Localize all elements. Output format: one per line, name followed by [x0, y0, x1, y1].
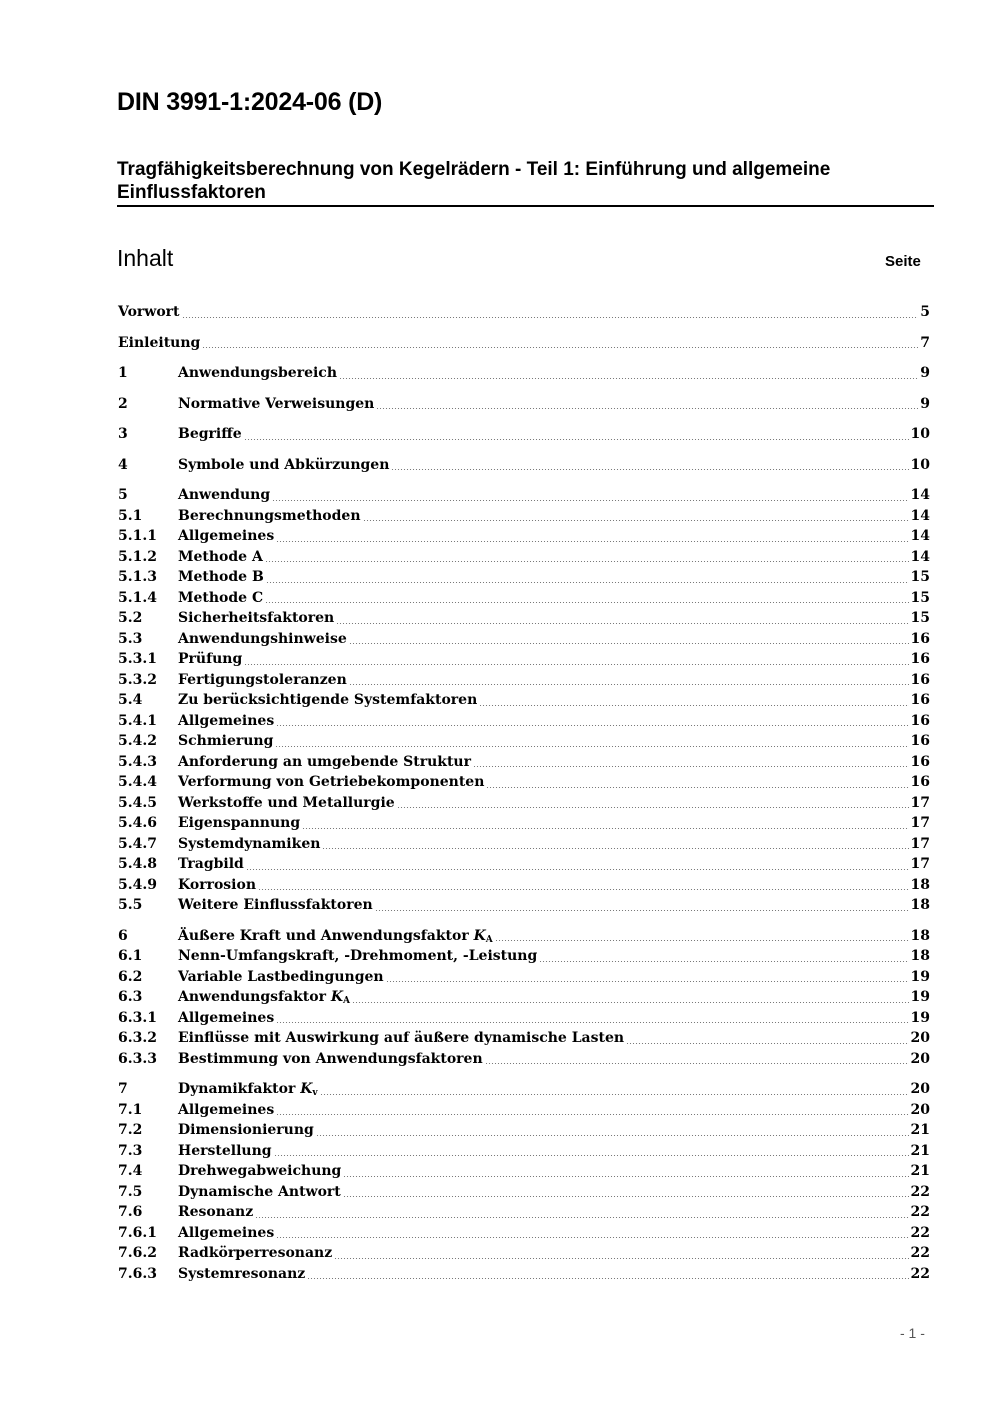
toc-entry[interactable] — [118, 946, 930, 967]
toc-entry-page: 16 — [910, 753, 930, 770]
toc-dot-leader — [276, 541, 908, 542]
toc-entry[interactable] — [118, 1223, 930, 1244]
toc-entry-page: 20 — [910, 1030, 930, 1046]
toc-entry-number: 2 — [118, 395, 128, 412]
toc-entry-page: 20 — [910, 1050, 930, 1067]
toc-entry-number: 6.3 — [118, 989, 143, 1005]
toc-entry[interactable] — [118, 526, 930, 547]
toc-entry-page: 19 — [910, 968, 930, 985]
toc-dot-leader — [316, 1135, 909, 1136]
toc-entry-page: 17 — [910, 856, 930, 872]
toc-dot-leader — [246, 869, 909, 870]
toc-dot-leader — [276, 1237, 908, 1238]
toc-dot-leader — [391, 469, 908, 470]
toc-entry-page: 18 — [910, 897, 930, 913]
toc-entry-number: 6.3.3 — [118, 1050, 157, 1067]
toc-entry-page: 18 — [910, 948, 930, 964]
toc-entry-page: 5 — [920, 304, 930, 320]
toc-entry-title: Einflüsse mit Auswirkung auf äußere dynamische Lasten — [178, 1030, 625, 1046]
toc-entry[interactable] — [118, 1182, 930, 1203]
toc-entry-number: 5.1.1 — [118, 528, 157, 544]
toc-entry[interactable] — [118, 1049, 930, 1070]
toc-entry-number: 5.5 — [118, 897, 143, 913]
toc-entry-number: 5.4 — [118, 692, 143, 708]
toc-entry[interactable] — [118, 752, 930, 773]
table-of-contents — [118, 302, 930, 1284]
toc-entry-page: 16 — [910, 692, 930, 708]
toc-entry-title: Schmierung — [178, 733, 274, 749]
toc-entry-title: Vorwort — [118, 304, 180, 320]
toc-entry-page: 22 — [910, 1204, 930, 1220]
toc-entry-page: 14 — [910, 548, 930, 565]
toc-dot-leader — [349, 684, 909, 685]
toc-entry[interactable] — [118, 926, 930, 947]
toc-entry-title: Drehwegabweichung — [178, 1163, 342, 1179]
toc-entry-page: 15 — [910, 589, 930, 606]
toc-entry-number: 3 — [118, 426, 128, 442]
toc-entry-title: Zu berücksichtigende Systemfaktoren — [178, 692, 478, 708]
toc-entry-page: 17 — [910, 815, 930, 831]
toc-page-column-label: Seite — [885, 253, 921, 270]
toc-entry[interactable] — [118, 967, 930, 988]
toc-entry[interactable] — [118, 1100, 930, 1121]
toc-dot-leader — [244, 664, 908, 665]
toc-entry-page: 10 — [910, 456, 930, 473]
toc-entry-page: 16 — [910, 630, 930, 647]
toc-dot-leader — [479, 705, 908, 706]
toc-entry-number: 5.4.1 — [118, 712, 157, 729]
toc-entry-title: Äußere Kraft und Anwendungsfaktor $K_A$ — [178, 927, 493, 945]
toc-entry-title: Resonanz — [178, 1204, 254, 1220]
toc-entry[interactable] — [118, 895, 930, 916]
toc-entry-title: Dimensionierung — [178, 1122, 314, 1138]
toc-entry-title: Allgemeines — [178, 1224, 275, 1241]
toc-entry-page: 16 — [910, 774, 930, 790]
toc-entry-page: 21 — [910, 1142, 930, 1159]
toc-entry-number: 7.6 — [118, 1204, 143, 1220]
toc-entry-title: Herstellung — [178, 1142, 272, 1159]
toc-entry[interactable] — [118, 1161, 930, 1182]
toc-entry-page: 14 — [910, 487, 930, 503]
toc-dot-leader — [265, 602, 908, 603]
toc-dot-leader — [320, 1094, 909, 1095]
toc-entry[interactable] — [118, 485, 930, 506]
toc-entry-page: 21 — [910, 1163, 930, 1179]
toc-entry[interactable] — [118, 793, 930, 814]
toc-entry-number: 6.1 — [118, 948, 143, 964]
toc-entry-title: Allgemeines — [178, 1009, 275, 1026]
toc-entry[interactable] — [118, 987, 930, 1008]
toc-dot-leader — [275, 746, 908, 747]
toc-entry-title: Anforderung an umgebende Struktur — [178, 753, 471, 770]
toc-entry[interactable] — [118, 455, 930, 476]
toc-entry-number: 7.3 — [118, 1142, 143, 1159]
toc-entry[interactable] — [118, 854, 930, 875]
toc-entry-title: Methode B — [178, 569, 264, 585]
toc-entry-number: 5.2 — [118, 610, 143, 626]
toc-dot-leader — [276, 1114, 908, 1115]
toc-entry[interactable] — [118, 1243, 930, 1264]
toc-entry-page: 22 — [910, 1245, 930, 1261]
toc-entry-number: 5.3.2 — [118, 671, 157, 688]
toc-entry-title: Methode A — [178, 548, 263, 565]
toc-dot-leader — [255, 1217, 908, 1218]
toc-entry-page: 21 — [910, 1122, 930, 1138]
toc-entry-title: Anwendungshinweise — [178, 630, 347, 647]
toc-entry-page: 16 — [910, 712, 930, 729]
toc-entry-number: 5.4.5 — [118, 794, 157, 811]
toc-entry-page: 16 — [910, 671, 930, 688]
toc-dot-leader — [343, 1176, 908, 1177]
toc-entry-number: 7.6.2 — [118, 1245, 157, 1261]
toc-dot-leader — [339, 378, 918, 379]
toc-entry-number: 5.1.2 — [118, 548, 157, 565]
toc-entry[interactable] — [118, 588, 930, 609]
toc-entry-symbol: K — [473, 927, 486, 944]
toc-entry-number: 5.1.3 — [118, 569, 157, 585]
toc-dot-leader — [539, 961, 908, 962]
toc-entry-title: Korrosion — [178, 876, 257, 893]
toc-dot-leader — [272, 500, 908, 501]
title-divider — [117, 205, 934, 207]
toc-entry-page: 19 — [910, 1009, 930, 1026]
toc-entry[interactable] — [118, 1141, 930, 1162]
toc-entry-page: 15 — [910, 610, 930, 626]
toc-entry[interactable] — [118, 711, 930, 732]
document-subtitle: Tragfähigkeitsberechnung von Kegelrädern - Teil 1: Einführung und allgemeine Einflussfaktoren — [117, 159, 831, 203]
toc-dot-leader — [349, 643, 909, 644]
toc-dot-leader — [244, 439, 909, 440]
toc-entry-page: 18 — [910, 876, 930, 893]
toc-heading: Inhalt — [117, 245, 174, 271]
toc-entry-page: 22 — [910, 1224, 930, 1241]
toc-dot-leader — [322, 848, 908, 849]
toc-dot-leader — [397, 807, 909, 808]
toc-dot-leader — [202, 347, 918, 348]
toc-entry-page: 20 — [910, 1101, 930, 1118]
toc-dot-leader — [343, 1196, 909, 1197]
toc-entry-number: 7.5 — [118, 1183, 143, 1200]
toc-entry-number: 6 — [118, 927, 128, 944]
toc-dot-leader — [266, 582, 909, 583]
toc-entry-title: Variable Lastbedingungen — [178, 968, 384, 985]
toc-dot-leader — [485, 1063, 909, 1064]
toc-entry-page: 19 — [910, 989, 930, 1005]
toc-entry-page: 22 — [910, 1265, 930, 1282]
toc-entry[interactable] — [118, 1079, 930, 1100]
toc-dot-leader — [375, 910, 909, 911]
toc-entry-number: 6.2 — [118, 968, 143, 985]
toc-entry-number: 5.4.4 — [118, 774, 157, 790]
toc-dot-leader — [363, 520, 909, 521]
toc-entry-number: 5.3.1 — [118, 651, 157, 667]
toc-entry-title: Anwendungsfaktor $K_A$ — [178, 989, 351, 1006]
toc-entry-title: Weitere Einflussfaktoren — [178, 897, 373, 913]
toc-entry-number: 7.2 — [118, 1122, 143, 1138]
toc-dot-leader — [376, 408, 918, 409]
toc-entry[interactable] — [118, 629, 930, 650]
toc-entry-title: Systemresonanz — [178, 1265, 306, 1282]
toc-entry-symbol: K — [330, 989, 344, 1005]
toc-entry[interactable] — [118, 813, 930, 834]
toc-entry-number: 7 — [118, 1081, 128, 1097]
toc-dot-leader — [265, 561, 909, 562]
toc-dot-leader — [307, 1278, 908, 1279]
toc-entry[interactable] — [118, 302, 930, 323]
toc-entry-title: Methode C — [178, 589, 264, 606]
toc-entry[interactable] — [118, 506, 930, 527]
toc-entry-number: 5.4.9 — [118, 876, 157, 893]
toc-entry-number: 7.1 — [118, 1101, 143, 1118]
toc-entry-title: Symbole und Abkürzungen — [178, 456, 390, 473]
toc-entry-symbol-subscript: v — [312, 1088, 318, 1098]
toc-entry-number: 5 — [118, 487, 128, 503]
toc-entry-number: 6.3.1 — [118, 1009, 157, 1026]
toc-dot-leader — [302, 828, 908, 829]
toc-entry-page: 16 — [910, 651, 930, 667]
toc-entry-title: Dynamische Antwort — [178, 1183, 341, 1200]
toc-entry[interactable] — [118, 1264, 930, 1285]
toc-dot-leader — [276, 1022, 908, 1023]
toc-entry[interactable] — [118, 333, 930, 354]
toc-entry-page: 20 — [910, 1081, 930, 1097]
toc-entry-number: 7.6.1 — [118, 1224, 157, 1241]
toc-entry[interactable] — [118, 547, 930, 568]
toc-entry[interactable] — [118, 690, 930, 711]
toc-entry-number: 5.4.8 — [118, 856, 157, 872]
toc-dot-leader — [473, 766, 909, 767]
toc-dot-leader — [486, 787, 908, 788]
toc-entry[interactable] — [118, 608, 930, 629]
toc-entry-title: Anwendung — [178, 487, 271, 503]
toc-entry-number: 7.6.3 — [118, 1265, 157, 1282]
toc-entry[interactable] — [118, 649, 930, 670]
toc-entry-page: 7 — [920, 334, 930, 351]
toc-entry-page: 9 — [920, 365, 930, 381]
toc-entry-symbol: K — [300, 1081, 313, 1097]
toc-entry-title: Radkörperresonanz — [178, 1245, 333, 1261]
document-title: DIN 3991-1:2024-06 (D) — [117, 88, 383, 116]
toc-dot-leader — [336, 623, 908, 624]
toc-entry-title: Bestimmung von Anwendungsfaktoren — [178, 1050, 483, 1067]
toc-entry-title: Allgemeines — [178, 528, 275, 544]
toc-entry-title: Werkstoffe und Metallurgie — [178, 794, 395, 811]
toc-entry-number: 7.4 — [118, 1163, 143, 1179]
toc-entry[interactable] — [118, 834, 930, 855]
footer-page-number: - 1 - — [900, 1325, 925, 1341]
toc-entry-title: Einleitung — [118, 334, 201, 351]
toc-entry-title: Berechnungsmethoden — [178, 507, 361, 524]
toc-dot-leader — [274, 1155, 909, 1156]
toc-entry[interactable] — [118, 363, 930, 384]
toc-entry[interactable] — [118, 1202, 930, 1223]
toc-entry-number: 5.4.2 — [118, 733, 157, 749]
toc-entry[interactable] — [118, 394, 930, 415]
toc-entry-page: 17 — [910, 835, 930, 852]
toc-entry[interactable] — [118, 1120, 930, 1141]
toc-entry[interactable] — [118, 670, 930, 691]
toc-entry-page: 18 — [910, 927, 930, 944]
toc-entry-title: Anwendungsbereich — [178, 365, 337, 381]
toc-dot-leader — [182, 317, 919, 318]
toc-dot-leader — [626, 1043, 908, 1044]
toc-dot-leader — [495, 940, 909, 941]
toc-entry-title: Dynamikfaktor $K_v$ — [178, 1081, 318, 1098]
toc-entry-number: 5.4.6 — [118, 815, 157, 831]
toc-entry-number: 6.3.2 — [118, 1030, 157, 1046]
toc-dot-leader — [258, 889, 909, 890]
toc-entry-title: Tragbild — [178, 856, 244, 872]
toc-dot-leader — [334, 1258, 908, 1259]
toc-entry-title: Sicherheitsfaktoren — [178, 610, 335, 626]
toc-entry[interactable] — [118, 1008, 930, 1029]
toc-entry-title: Allgemeines — [178, 712, 275, 729]
toc-entry-symbol-subscript: A — [485, 934, 493, 945]
toc-dot-leader — [352, 1002, 909, 1003]
toc-entry-symbol-subscript: A — [343, 996, 351, 1006]
toc-entry-page: 22 — [910, 1183, 930, 1200]
toc-entry-page: 14 — [910, 528, 930, 544]
toc-entry-page: 15 — [910, 569, 930, 585]
toc-entry[interactable] — [118, 772, 930, 793]
toc-entry-number: 5.4.3 — [118, 753, 157, 770]
toc-entry-title: Verformung von Getriebekomponenten — [178, 774, 485, 790]
toc-dot-leader — [276, 725, 908, 726]
toc-entry-title: Allgemeines — [178, 1101, 275, 1118]
toc-entry[interactable] — [118, 875, 930, 896]
toc-entry[interactable] — [118, 1028, 930, 1049]
toc-entry-page: 9 — [920, 395, 930, 412]
toc-entry-number: 4 — [118, 456, 128, 473]
toc-entry-title: Eigenspannung — [178, 815, 301, 831]
toc-entry-page: 14 — [910, 507, 930, 524]
toc-entry-number: 5.1.4 — [118, 589, 157, 606]
toc-entry-title: Systemdynamiken — [178, 835, 321, 852]
toc-entry-page: 10 — [910, 426, 930, 442]
toc-entry-title: Normative Verweisungen — [178, 395, 375, 412]
toc-entry-page: 16 — [910, 733, 930, 749]
toc-entry-number: 5.1 — [118, 507, 143, 524]
toc-entry-title: Fertigungstoleranzen — [178, 671, 347, 688]
toc-entry-title: Prüfung — [178, 651, 243, 667]
toc-entry-number: 1 — [118, 365, 128, 381]
toc-entry-title: Nenn-Umfangskraft, -Drehmoment, -Leistung — [178, 948, 538, 964]
toc-entry-page: 17 — [910, 794, 930, 811]
toc-entry-number: 5.3 — [118, 630, 143, 647]
toc-entry[interactable] — [118, 731, 930, 752]
toc-entry-number: 5.4.7 — [118, 835, 157, 852]
toc-entry-title: Begriffe — [178, 426, 242, 442]
toc-entry[interactable] — [118, 424, 930, 445]
toc-dot-leader — [386, 981, 909, 982]
toc-entry[interactable] — [118, 567, 930, 588]
